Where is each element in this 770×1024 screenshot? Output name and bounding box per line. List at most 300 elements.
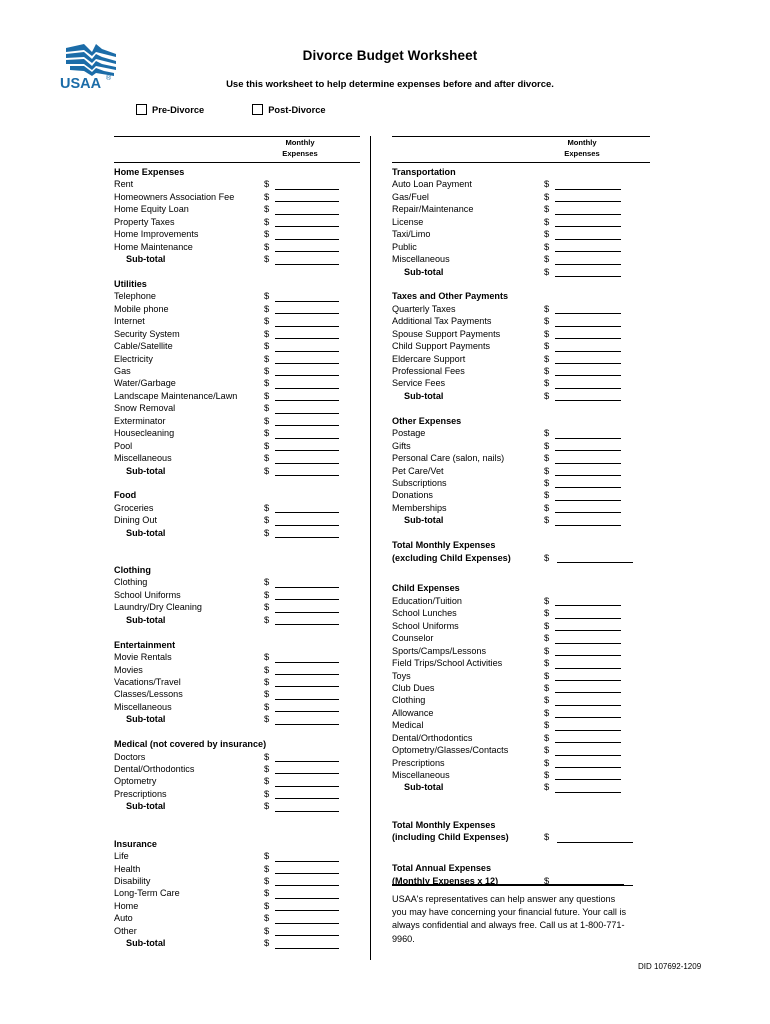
expense-amount-field[interactable] <box>264 925 269 937</box>
amount-blank-line[interactable] <box>555 189 621 190</box>
row-spacer <box>114 266 360 278</box>
checkbox-icon-pre-divorce[interactable] <box>136 104 147 115</box>
amount-blank-line[interactable] <box>275 662 339 663</box>
amount-blank-line[interactable] <box>275 189 339 190</box>
currency-symbol: $ <box>264 377 270 389</box>
currency-symbol: $ <box>264 688 270 700</box>
subtotal-amount-field[interactable] <box>264 253 269 265</box>
expense-label: Additional Tax Payments <box>392 316 492 327</box>
amount-blank-line[interactable] <box>275 861 339 862</box>
expense-amount-field[interactable] <box>264 203 269 215</box>
expense-amount-field[interactable] <box>264 514 269 526</box>
expense-amount-field[interactable] <box>544 489 549 501</box>
amount-blank-line[interactable] <box>275 898 339 899</box>
subtotal-amount-field[interactable] <box>544 514 549 526</box>
expense-amount-field[interactable] <box>544 769 549 781</box>
expense-row <box>114 651 360 663</box>
amount-blank-line[interactable] <box>275 761 339 762</box>
expense-amount-field[interactable] <box>264 701 269 713</box>
currency-symbol: $ <box>264 215 270 227</box>
subtotal-label: Sub-total <box>126 465 166 476</box>
amount-blank-line[interactable] <box>555 767 621 768</box>
subtotal-row <box>114 527 360 539</box>
expense-row <box>392 719 650 731</box>
subtotal-row <box>114 713 360 725</box>
expense-amount-field[interactable] <box>544 191 549 203</box>
currency-symbol: $ <box>264 763 270 774</box>
row-spacer <box>114 950 360 962</box>
expense-row <box>114 427 360 439</box>
amount-blank-line[interactable] <box>555 326 621 327</box>
expense-label: Dining Out <box>114 515 157 526</box>
amount-blank-line[interactable] <box>275 226 339 227</box>
expense-label: Donations <box>392 490 433 501</box>
amount-blank-line[interactable] <box>275 375 339 376</box>
currency-symbol: $ <box>264 389 270 401</box>
expense-amount-field[interactable] <box>544 757 549 769</box>
amount-blank-line[interactable] <box>275 624 339 625</box>
expense-amount-field[interactable] <box>544 502 549 514</box>
expense-row <box>114 875 360 887</box>
subtotal-row <box>392 514 650 526</box>
amount-blank-line[interactable] <box>555 500 621 501</box>
expense-row <box>392 477 650 489</box>
amount-blank-line[interactable] <box>275 450 339 451</box>
expense-amount-field[interactable] <box>544 620 549 632</box>
expense-amount-field[interactable] <box>264 402 269 414</box>
expense-amount-field[interactable] <box>264 228 269 240</box>
expense-amount-field[interactable] <box>544 670 549 682</box>
row-spacer <box>114 539 360 551</box>
expense-row <box>114 887 360 899</box>
amount-blank-line[interactable] <box>275 587 339 588</box>
checkbox-post-divorce[interactable] <box>252 104 325 115</box>
amount-blank-line[interactable] <box>555 201 621 202</box>
checkbox-icon-post-divorce[interactable] <box>252 104 263 115</box>
amount-blank-line[interactable] <box>275 537 339 538</box>
expense-row <box>114 415 360 427</box>
expense-label: Home Equity Loan <box>114 204 189 215</box>
expense-amount-field[interactable] <box>544 632 549 644</box>
expense-amount-field[interactable] <box>264 216 269 228</box>
amount-blank-line[interactable] <box>555 363 621 364</box>
expense-amount-field[interactable] <box>544 694 549 706</box>
expense-amount-field[interactable] <box>264 315 269 327</box>
currency-symbol: $ <box>264 501 270 513</box>
expense-amount-field[interactable] <box>264 688 269 700</box>
currency-symbol: $ <box>544 756 550 768</box>
expense-label: Laundry/Dry Cleaning <box>114 602 202 613</box>
amount-blank-line[interactable] <box>555 264 621 265</box>
amount-blank-line[interactable] <box>555 717 621 718</box>
expense-amount-field[interactable] <box>264 912 269 924</box>
left-column-rows <box>114 163 360 962</box>
amount-blank-line[interactable] <box>555 463 621 464</box>
currency-symbol: $ <box>264 576 270 588</box>
amount-blank-line[interactable] <box>275 512 339 513</box>
amount-blank-line[interactable] <box>275 313 339 314</box>
subtotal-amount-field[interactable] <box>544 781 549 793</box>
expense-row <box>392 253 650 265</box>
amount-blank-line[interactable] <box>275 475 339 476</box>
expense-amount-field[interactable] <box>264 576 269 588</box>
subtotal-label: Sub-total <box>404 390 444 401</box>
expense-amount-field[interactable] <box>544 719 549 731</box>
subtotal-label: Sub-total <box>404 515 444 526</box>
expense-label: Water/Garbage <box>114 378 176 389</box>
amount-blank-line[interactable] <box>275 711 339 712</box>
total-monthly-excluding-child <box>392 539 650 564</box>
expense-amount-field[interactable] <box>264 303 269 315</box>
currency-symbol: $ <box>264 750 270 762</box>
left-header-line2: Expenses <box>282 148 318 158</box>
amount-blank-line[interactable] <box>275 413 339 414</box>
currency-symbol: $ <box>544 731 550 743</box>
expense-amount-field[interactable] <box>544 452 549 464</box>
expense-amount-field[interactable] <box>264 452 269 464</box>
amount-blank-line[interactable] <box>275 239 339 240</box>
amount-blank-line[interactable] <box>275 425 339 426</box>
expense-amount-field[interactable] <box>544 427 549 439</box>
currency-symbol: $ <box>544 265 550 277</box>
amount-blank-line[interactable] <box>275 910 339 911</box>
currency-symbol: $ <box>264 402 270 414</box>
currency-symbol: $ <box>544 452 550 464</box>
amount-blank-line[interactable] <box>555 668 621 669</box>
expense-amount-field[interactable] <box>544 353 549 365</box>
amount-blank-line[interactable] <box>275 699 339 700</box>
amount-blank-line[interactable] <box>275 363 339 364</box>
currency-symbol: $ <box>544 389 550 401</box>
expense-row <box>392 203 650 215</box>
currency-symbol: $ <box>264 937 270 949</box>
amount-blank-line[interactable] <box>275 214 339 215</box>
expense-row <box>114 440 360 452</box>
amount-blank-line[interactable] <box>555 388 621 389</box>
subtotal-amount-field[interactable] <box>264 800 269 812</box>
currency-symbol: $ <box>544 352 550 364</box>
amount-blank-line[interactable] <box>555 692 621 693</box>
amount-blank-line[interactable] <box>275 773 339 774</box>
expense-amount-field[interactable] <box>264 328 269 340</box>
expense-label: Pool <box>114 440 133 451</box>
expense-label: Mobile phone <box>114 303 169 314</box>
expense-row <box>392 607 650 619</box>
expense-row <box>114 365 360 377</box>
total-annual-expenses-line1: Total Annual Expenses <box>392 863 492 874</box>
amount-blank-line[interactable] <box>275 599 339 600</box>
expense-amount-field[interactable] <box>544 178 549 190</box>
amount-blank-line[interactable] <box>275 885 339 886</box>
amount-blank-line[interactable] <box>555 487 621 488</box>
expense-amount-field[interactable] <box>264 377 269 389</box>
amount-blank-line[interactable] <box>555 618 621 619</box>
expense-row <box>392 707 650 719</box>
section-title: Utilities <box>114 278 147 289</box>
expense-amount-field[interactable] <box>264 763 269 775</box>
amount-blank-line[interactable] <box>555 475 621 476</box>
amount-blank-line[interactable] <box>275 724 339 725</box>
subtotal-amount-field[interactable] <box>264 614 269 626</box>
expense-amount-field[interactable] <box>544 707 549 719</box>
currency-symbol: $ <box>264 514 270 526</box>
subtotal-amount-field[interactable] <box>544 390 549 402</box>
amount-blank-line[interactable] <box>555 525 621 526</box>
amount-blank-line[interactable] <box>555 792 621 793</box>
expense-amount-field[interactable] <box>264 751 269 763</box>
currency-symbol: $ <box>264 651 270 663</box>
expense-row <box>392 303 650 315</box>
expense-amount-field[interactable] <box>264 502 269 514</box>
expense-row <box>114 850 360 862</box>
expense-row <box>392 427 650 439</box>
amount-blank-line[interactable] <box>555 351 621 352</box>
amount-blank-line[interactable] <box>555 680 621 681</box>
expense-row <box>392 440 650 452</box>
expense-amount-field[interactable] <box>544 744 549 756</box>
currency-symbol: $ <box>544 719 550 731</box>
expense-label: Other <box>114 925 137 936</box>
amount-blank-line[interactable] <box>555 276 621 277</box>
subtotal-label: Sub-total <box>126 527 166 538</box>
amount-blank-line[interactable] <box>555 239 621 240</box>
expense-amount-field[interactable] <box>264 775 269 787</box>
amount-blank-line[interactable] <box>555 630 621 631</box>
expense-amount-field[interactable] <box>544 340 549 352</box>
expense-amount-field[interactable] <box>544 241 549 253</box>
amount-blank-line[interactable] <box>275 612 339 613</box>
amount-blank-line[interactable] <box>275 463 339 464</box>
expense-row <box>392 191 650 203</box>
expense-amount-field[interactable] <box>264 601 269 613</box>
expense-label: Movies <box>114 664 143 675</box>
expense-amount-field[interactable] <box>264 900 269 912</box>
amount-blank-line[interactable] <box>275 798 339 799</box>
expense-amount-field[interactable] <box>264 875 269 887</box>
expense-label: Clothing <box>114 577 148 588</box>
left-header-line1: Monthly <box>285 138 315 147</box>
currency-symbol: $ <box>264 887 270 899</box>
svg-text:USAA: USAA <box>60 76 102 90</box>
expense-amount-field[interactable] <box>264 290 269 302</box>
amount-blank-line[interactable] <box>275 935 339 936</box>
page-subtitle: Use this worksheet to help determine expenses before and after divorce. <box>226 79 554 90</box>
amount-blank-line[interactable] <box>275 948 339 949</box>
amount-blank-line[interactable] <box>275 264 339 265</box>
expense-row <box>114 775 360 787</box>
expense-label: Gas/Fuel <box>392 191 429 202</box>
amount-blank-line[interactable] <box>555 375 621 376</box>
amount-blank-line[interactable] <box>275 201 339 202</box>
section-header-row <box>114 564 360 576</box>
amount-blank-line[interactable] <box>275 251 339 252</box>
expense-row <box>114 353 360 365</box>
amount-blank-line[interactable] <box>275 873 339 874</box>
expense-amount-field[interactable] <box>544 303 549 315</box>
expense-amount-field[interactable] <box>264 676 269 688</box>
subtotal-row <box>114 253 360 265</box>
amount-blank-line[interactable] <box>555 755 621 756</box>
expense-label: Allowance <box>392 707 434 718</box>
subtotal-amount-field[interactable] <box>264 527 269 539</box>
currency-symbol: $ <box>544 489 550 501</box>
expense-amount-field[interactable] <box>544 328 549 340</box>
expense-amount-field[interactable] <box>264 340 269 352</box>
subtotal-amount-field[interactable] <box>264 465 269 477</box>
total-blank-line[interactable] <box>557 842 633 843</box>
amount-blank-line[interactable] <box>275 400 339 401</box>
amount-blank-line[interactable] <box>555 512 621 513</box>
amount-blank-line[interactable] <box>275 686 339 687</box>
expense-amount-field[interactable] <box>544 365 549 377</box>
expense-amount-field[interactable] <box>264 178 269 190</box>
currency-symbol: $ <box>264 862 270 874</box>
expense-label: Optometry <box>114 776 157 787</box>
amount-blank-line[interactable] <box>555 742 621 743</box>
currency-symbol: $ <box>264 924 270 936</box>
amount-blank-line[interactable] <box>275 438 339 439</box>
expense-label: Classes/Lessons <box>114 689 183 700</box>
amount-blank-line[interactable] <box>275 525 339 526</box>
expense-amount-field[interactable] <box>544 228 549 240</box>
expense-label: Postage <box>392 428 426 439</box>
expense-row <box>114 315 360 327</box>
amount-blank-line[interactable] <box>555 226 621 227</box>
amount-blank-line[interactable] <box>275 351 339 352</box>
amount-blank-line[interactable] <box>555 605 621 606</box>
amount-blank-line[interactable] <box>555 643 621 644</box>
total-monthly-excluding-child-amount-field[interactable] <box>544 552 549 564</box>
expense-amount-field[interactable] <box>544 477 549 489</box>
expense-amount-field[interactable] <box>544 377 549 389</box>
currency-symbol: $ <box>264 588 270 600</box>
currency-symbol: $ <box>544 744 550 756</box>
expense-label: Taxi/Limo <box>392 229 431 240</box>
expense-amount-field[interactable] <box>544 657 549 669</box>
expense-amount-field[interactable] <box>544 440 549 452</box>
expense-label: Prescriptions <box>392 757 445 768</box>
amount-blank-line[interactable] <box>555 438 621 439</box>
expense-label: License <box>392 216 424 227</box>
expense-label: Club Dues <box>392 682 435 693</box>
expense-row <box>114 863 360 875</box>
currency-symbol: $ <box>544 302 550 314</box>
expense-amount-field[interactable] <box>544 595 549 607</box>
amount-blank-line[interactable] <box>275 388 339 389</box>
total-monthly-including-child <box>392 819 650 844</box>
row-spacer <box>114 552 360 564</box>
subtotal-amount-field[interactable] <box>264 937 269 949</box>
expense-amount-field[interactable] <box>264 664 269 676</box>
currency-symbol: $ <box>544 476 550 488</box>
section-header-row <box>392 290 650 302</box>
expense-row <box>392 216 650 228</box>
expense-amount-field[interactable] <box>264 589 269 601</box>
checkbox-pre-divorce[interactable] <box>136 104 204 115</box>
total-blank-line[interactable] <box>557 562 633 563</box>
amount-blank-line[interactable] <box>275 786 339 787</box>
amount-blank-line[interactable] <box>555 214 621 215</box>
amount-blank-line[interactable] <box>555 705 621 706</box>
expense-amount-field[interactable] <box>544 203 549 215</box>
expense-label: Home Maintenance <box>114 241 193 252</box>
amount-blank-line[interactable] <box>555 779 621 780</box>
expense-amount-field[interactable] <box>264 863 269 875</box>
expense-amount-field[interactable] <box>264 788 269 800</box>
amount-blank-line[interactable] <box>555 655 621 656</box>
amount-blank-line[interactable] <box>555 338 621 339</box>
amount-blank-line[interactable] <box>275 326 339 327</box>
currency-symbol: $ <box>544 607 550 619</box>
subtotal-amount-field[interactable] <box>264 713 269 725</box>
expense-label: Home Improvements <box>114 229 199 240</box>
expense-row <box>114 241 360 253</box>
expense-row <box>392 340 650 352</box>
section-title: Clothing <box>114 565 151 575</box>
expense-amount-field[interactable] <box>544 253 549 265</box>
expense-amount-field[interactable] <box>264 415 269 427</box>
expense-row <box>392 241 650 253</box>
amount-blank-line[interactable] <box>275 338 339 339</box>
expense-label: Doctors <box>114 751 146 762</box>
currency-symbol: $ <box>544 551 550 563</box>
expense-amount-field[interactable] <box>264 390 269 402</box>
expense-amount-field[interactable] <box>264 191 269 203</box>
expense-amount-field[interactable] <box>544 682 549 694</box>
subtotal-amount-field[interactable] <box>544 266 549 278</box>
expense-label: Groceries <box>114 502 154 513</box>
expense-amount-field[interactable] <box>264 440 269 452</box>
expense-label: Cable/Satellite <box>114 341 173 352</box>
amount-blank-line[interactable] <box>275 674 339 675</box>
expense-row <box>114 763 360 775</box>
amount-blank-line[interactable] <box>275 923 339 924</box>
expense-amount-field[interactable] <box>264 365 269 377</box>
amount-blank-line[interactable] <box>555 450 621 451</box>
expense-amount-field[interactable] <box>264 651 269 663</box>
amount-blank-line[interactable] <box>555 251 621 252</box>
expense-amount-field[interactable] <box>264 353 269 365</box>
expense-amount-field[interactable] <box>264 427 269 439</box>
amount-blank-line[interactable] <box>555 400 621 401</box>
amount-blank-line[interactable] <box>275 811 339 812</box>
expense-amount-field[interactable] <box>544 315 549 327</box>
expense-row <box>392 670 650 682</box>
expense-amount-field[interactable] <box>544 645 549 657</box>
row-spacer <box>392 278 650 290</box>
subtotal-label: Sub-total <box>126 714 166 725</box>
page-title: Divorce Budget Worksheet <box>302 48 478 63</box>
currency-symbol: $ <box>544 594 550 606</box>
expense-amount-field[interactable] <box>264 887 269 899</box>
expense-amount-field[interactable] <box>544 216 549 228</box>
section-header-row <box>114 278 360 290</box>
amount-blank-line[interactable] <box>275 301 339 302</box>
expense-row <box>392 315 650 327</box>
expense-amount-field[interactable] <box>544 607 549 619</box>
expense-amount-field[interactable] <box>264 241 269 253</box>
amount-blank-line[interactable] <box>555 730 621 731</box>
currency-symbol: $ <box>544 781 550 793</box>
expense-label: Miscellaneous <box>392 770 450 781</box>
expense-amount-field[interactable] <box>264 850 269 862</box>
expense-label: Homeowners Association Fee <box>114 191 235 202</box>
expense-amount-field[interactable] <box>544 732 549 744</box>
currency-symbol: $ <box>264 178 270 190</box>
amount-blank-line[interactable] <box>555 313 621 314</box>
total-monthly-including-child-amount-field[interactable] <box>544 831 549 843</box>
expense-amount-field[interactable] <box>544 465 549 477</box>
